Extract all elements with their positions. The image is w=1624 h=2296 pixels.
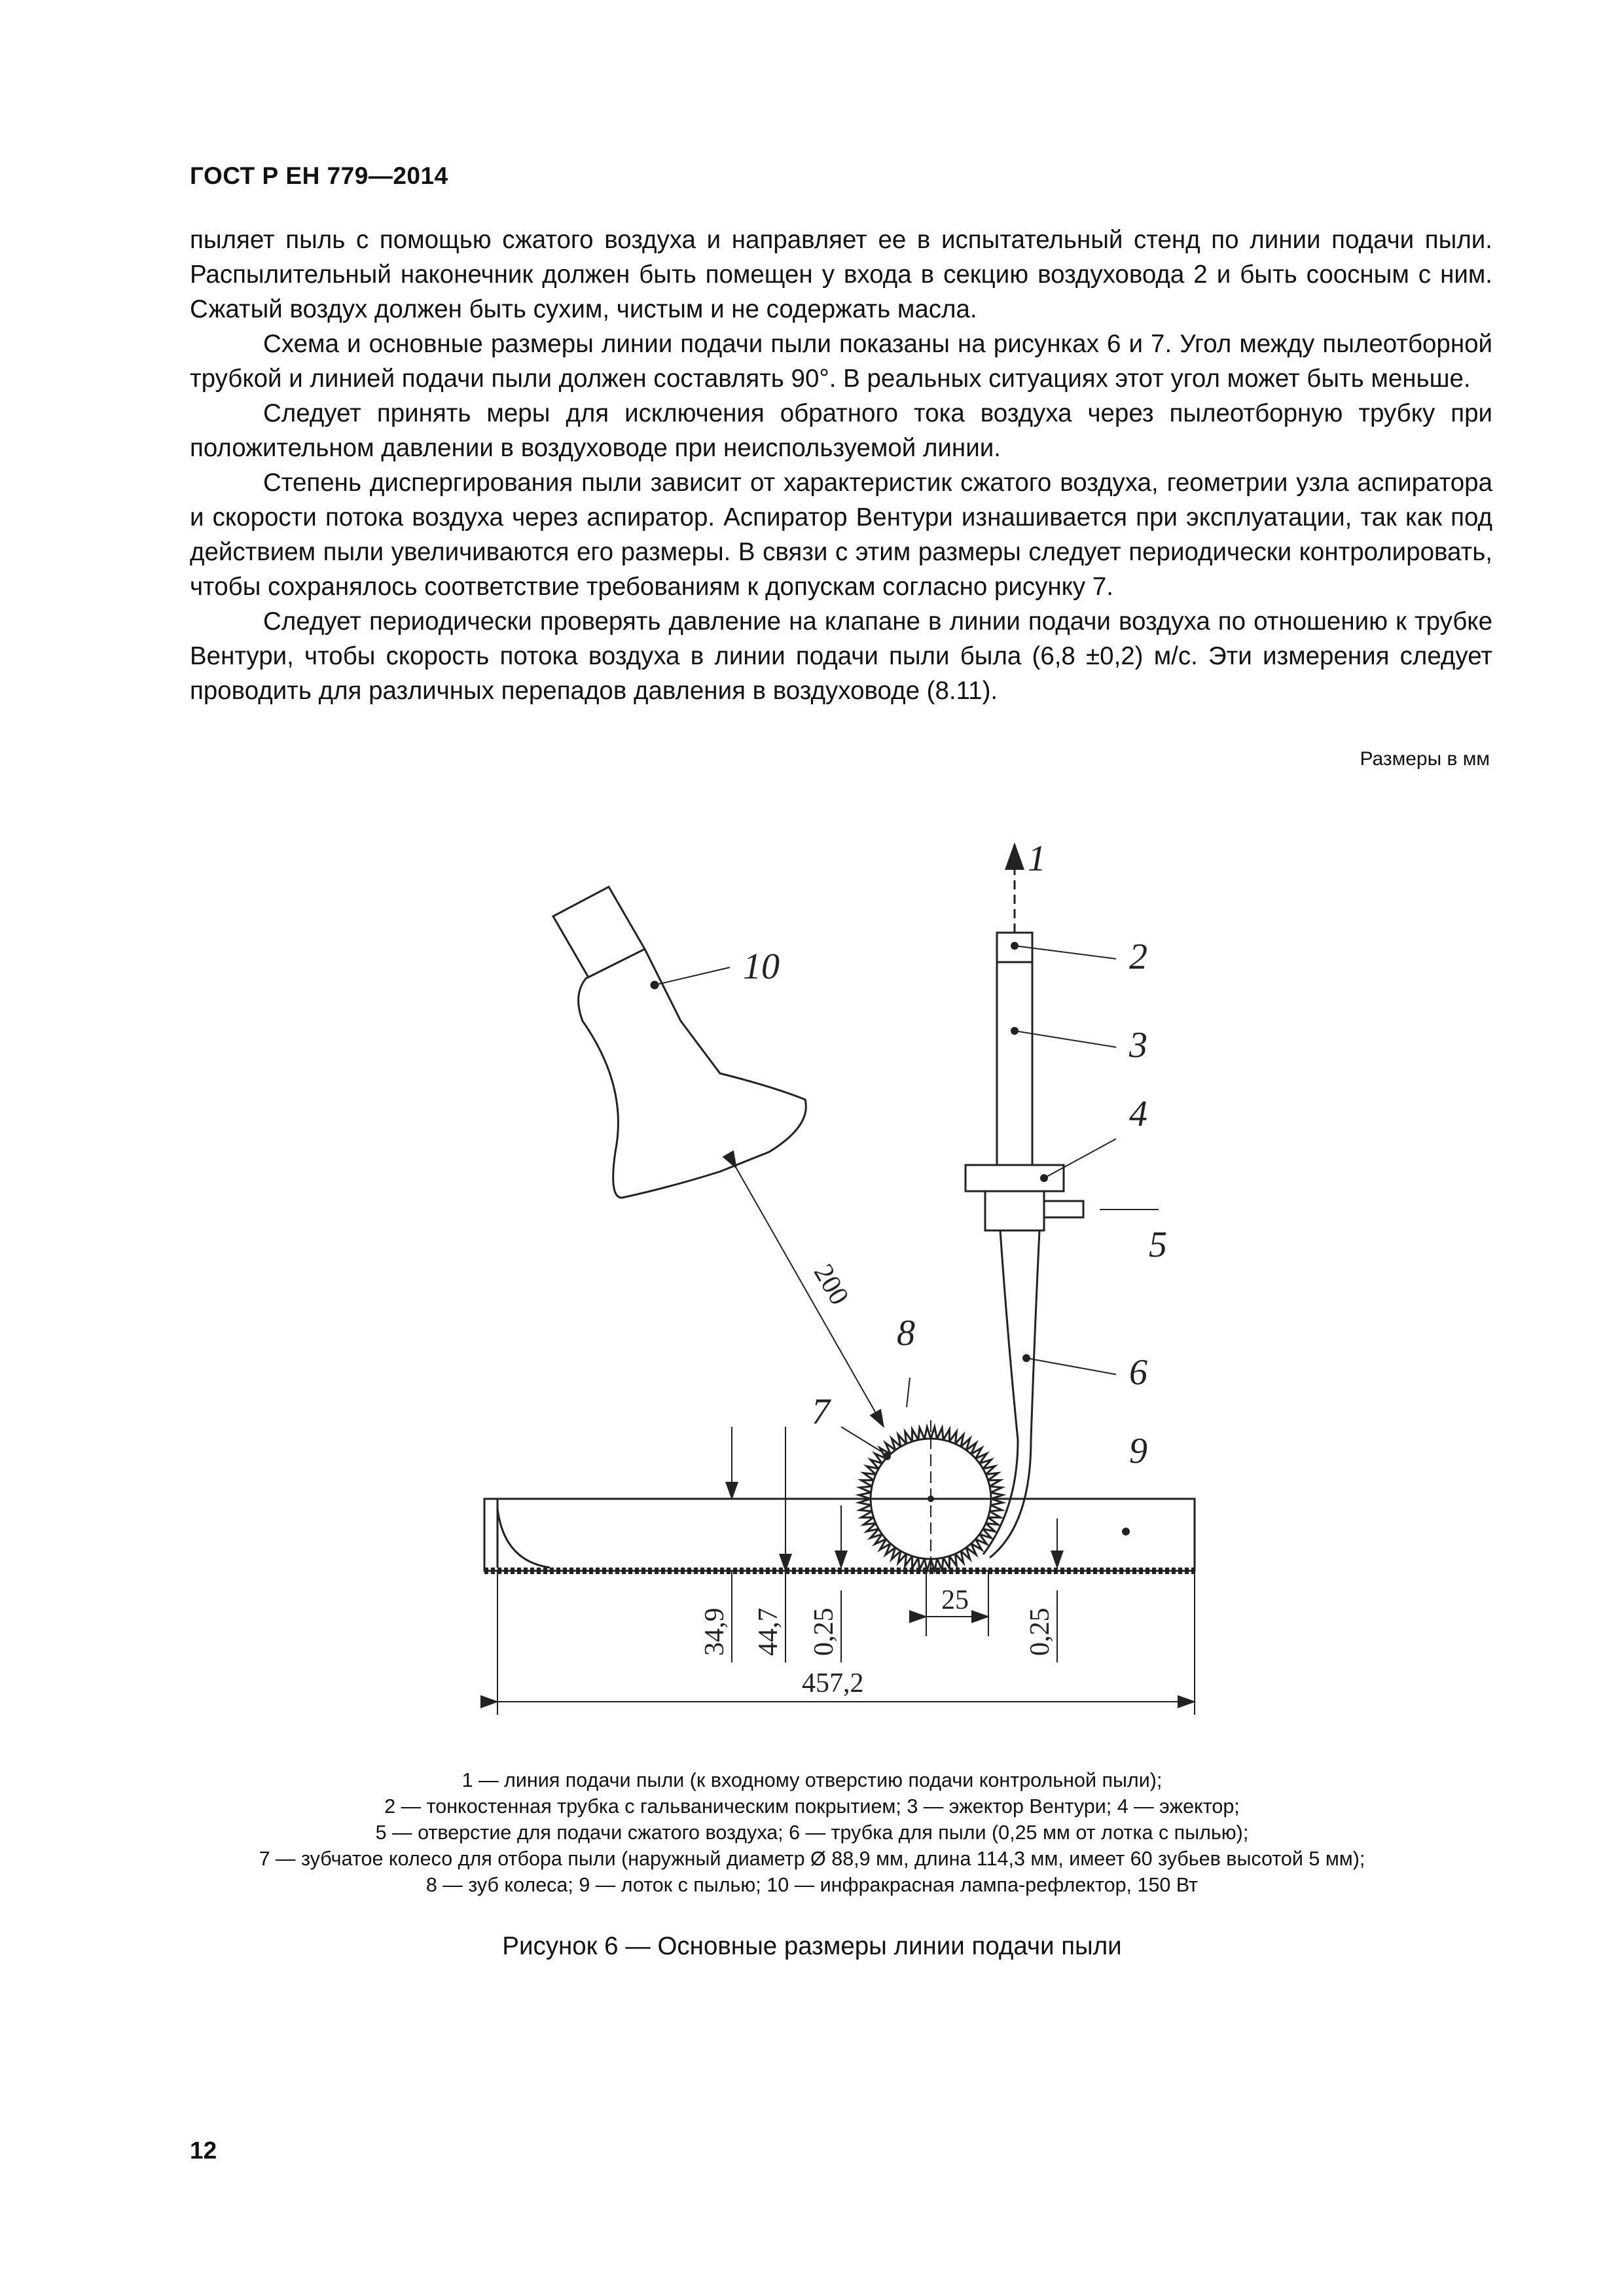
dimension-0-25-left: 0,25 [809, 1607, 839, 1656]
document-header: ГОСТ Р ЕН 779—2014 [190, 162, 448, 189]
paragraph: Степень диспергирования пыли зависит от характеристик сжатого воздуха, геометрии узла аспиратора и скорости потока воздуха через аспиратор. Аспиратор Вентури изнашивается при эксплуатации, так как под действием пыли увеличиваются его размеры. В связи с этим размеры следует периодически контролировать, чтобы сохранялось соответствие требованиям к допускам согласно рисунку 7. [190, 469, 1492, 601]
paragraph: Схема и основные размеры линии подачи пыли показаны на рисунках 6 и 7. Угол между пылеотборной трубкой и линией подачи пыли должен составлять 90°. В реальных ситуациях этот угол может быть меньше. [190, 330, 1492, 393]
lower-dimension-labels [700, 1585, 1055, 1698]
figure-legend [0, 1767, 1624, 1898]
callout-10: 10 [743, 946, 780, 987]
figure-caption: Рисунок 6 — Основные размеры линии подачи пыли [502, 1932, 1122, 1960]
paragraph: Следует принять меры для исключения обратного тока воздуха через пылеотборную трубку при положительном давлении в воздуховоде при неиспользуемой линии. [190, 399, 1492, 462]
legend-line: 7 — зубчатое колесо для отбора пыли (наружный диаметр Ø 88,9 мм, длина 114,3 мм, имеет 60 зубьев высотой 5 мм); [259, 1848, 1365, 1870]
legend-line: 8 — зуб колеса; 9 — лоток с пылью; 10 — инфракрасная лампа-рефлектор, 150 Вт [425, 1874, 1199, 1896]
dimension-34-9: 34,9 [700, 1607, 730, 1656]
callout-1: 1 [1028, 838, 1046, 879]
callout-labels [743, 838, 1167, 1471]
paragraph: Следует периодически проверять давление на клапане в линии подачи воздуха по отношению к трубке Вентури, чтобы скорость потока воздуха в линии подачи пыли была (6,8 ±0,2) м/с. Эти измерения следует проводить для различных перепадов давления в воздуховоде (8.11). [190, 607, 1492, 705]
callout-3: 3 [1129, 1025, 1147, 1066]
dust-tube [983, 1230, 1039, 1558]
callout-7: 7 [812, 1391, 830, 1432]
callout-2: 2 [1129, 937, 1147, 977]
dimension-200-label: 200 [807, 1259, 855, 1310]
units-note: Размеры в мм [1360, 748, 1490, 770]
legend-line: 1 — линия подачи пыли (к входному отверстию подачи контрольной пыли); [461, 1769, 1163, 1791]
callout-4: 4 [1129, 1094, 1147, 1134]
callout-9: 9 [1129, 1431, 1147, 1471]
legend-line: 5 — отверстие для подачи сжатого воздуха; 6 — трубка для пыли (0,25 мм от лотка с пылью); [375, 1821, 1249, 1844]
dust-tray [484, 1499, 1195, 1571]
legend-line: 2 — тонкостенная трубка с гальваническим покрытием; 3 — эжектор Вентури; 4 — эжектор; [384, 1795, 1240, 1818]
gear-wheel [825, 1420, 1034, 1571]
dimension-25: 25 [941, 1585, 969, 1615]
venturi-tube [965, 933, 1083, 1230]
dimension-44-7: 44,7 [753, 1607, 784, 1656]
dimension-200 [736, 1168, 884, 1427]
infrared-lamp [553, 887, 806, 1198]
callout-5: 5 [1149, 1225, 1167, 1265]
callout-8: 8 [897, 1313, 915, 1354]
page-number: 12 [190, 2137, 217, 2164]
callout-6: 6 [1129, 1352, 1147, 1393]
dimension-457-2: 457,2 [802, 1668, 864, 1698]
dimension-0-25-right: 0,25 [1025, 1607, 1055, 1656]
paragraph: пыляет пыль с помощью сжатого воздуха и направляет ее в испытательный стенд по линии подачи пыли. Распылительный наконечник должен быть помещен у входа в секцию воздуховода 2 и быть соосным с ним. Сжатый воздух должен быть сухим, чистым и не содержать масла. [190, 226, 1492, 323]
